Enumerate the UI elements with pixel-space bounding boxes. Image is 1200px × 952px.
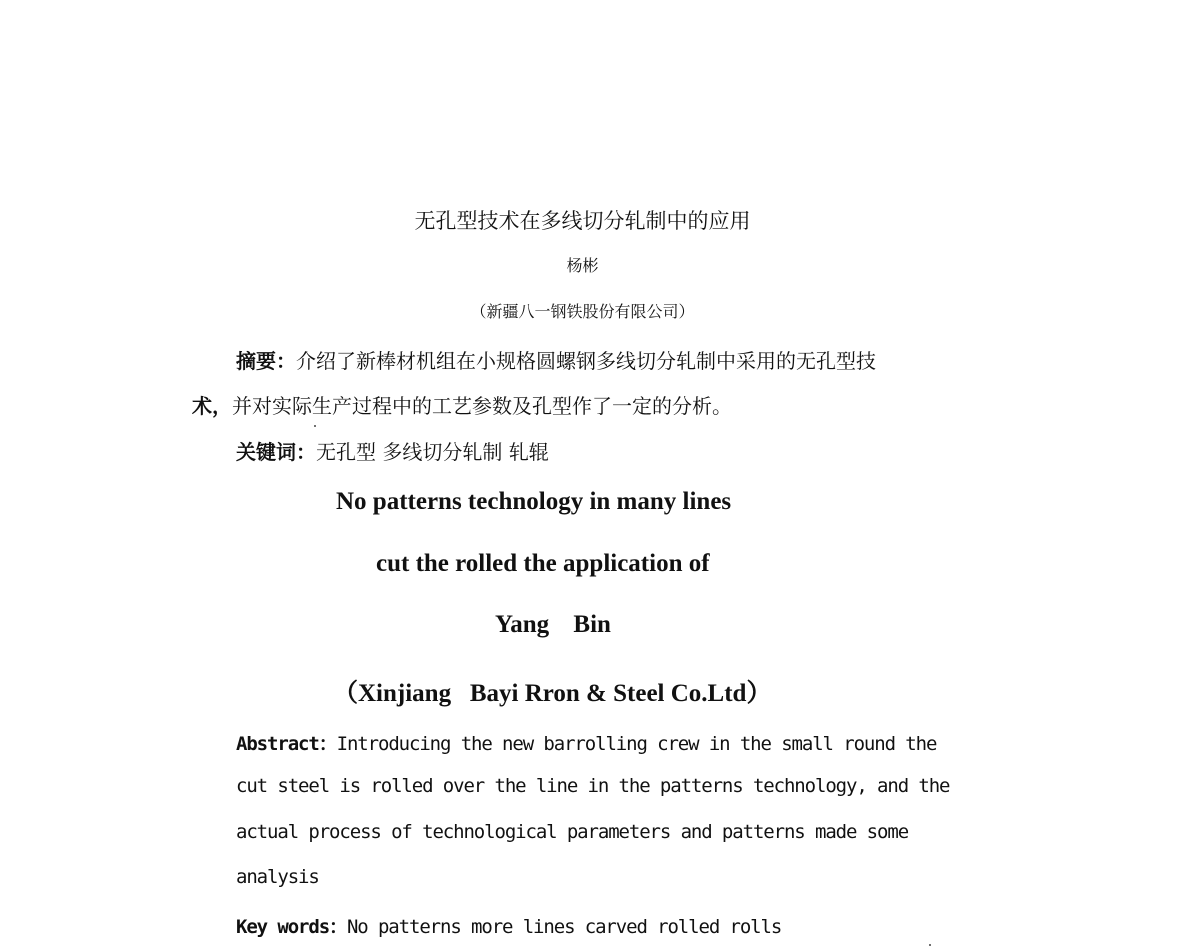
- chinese-abstract-text-2: 并对实际生产过程中的工艺参数及孔型作了一定的分析。: [232, 394, 732, 418]
- scan-speck: [929, 944, 931, 946]
- chinese-abstract-continuation: 术，: [192, 394, 232, 418]
- english-abstract-label: Abstract：: [236, 733, 337, 755]
- english-keywords-line: [236, 912, 781, 939]
- chinese-abstract-text-1: 介绍了新棒材机组在小规格圆螺钢多线切分轧制中采用的无孔型技: [296, 349, 876, 373]
- english-author: Yang Bin: [495, 611, 611, 638]
- english-abstract-line-2: cut steel is rolled over the line in the patterns technology, and the: [236, 775, 950, 797]
- english-abstract-line-3: actual process of technological parameters and patterns made some: [236, 821, 909, 843]
- chinese-keywords-label: 关键词：: [236, 440, 316, 464]
- english-title-line-2: cut the rolled the application of: [376, 550, 710, 577]
- chinese-abstract-line-2: [192, 390, 732, 419]
- chinese-keywords: 无孔型 多线切分轧制 轧辊: [316, 440, 549, 464]
- chinese-abstract-label: 摘要：: [236, 349, 296, 373]
- english-keywords-label: Key words：: [236, 916, 347, 938]
- scan-speck: [314, 425, 316, 427]
- chinese-keywords-line: [236, 436, 549, 465]
- english-abstract-line-4: analysis: [236, 866, 319, 888]
- chinese-title: 无孔型技术在多线切分轧制中的应用: [414, 209, 751, 233]
- english-abstract-line-1: [236, 729, 936, 756]
- chinese-abstract-line-1: [236, 345, 876, 374]
- english-abstract-text-1: Introducing the new barrolling crew in the small round the: [336, 733, 937, 755]
- english-keywords: No patterns more lines carved rolled rolls: [346, 916, 782, 938]
- english-affiliation: （Xinjiang Bayi Rron & Steel Co.Ltd）: [333, 680, 772, 707]
- english-title-line-1: No patterns technology in many lines: [336, 488, 732, 515]
- chinese-author: 杨彬: [566, 256, 599, 275]
- chinese-affiliation: （新疆八一钢铁股份有限公司）: [470, 302, 695, 321]
